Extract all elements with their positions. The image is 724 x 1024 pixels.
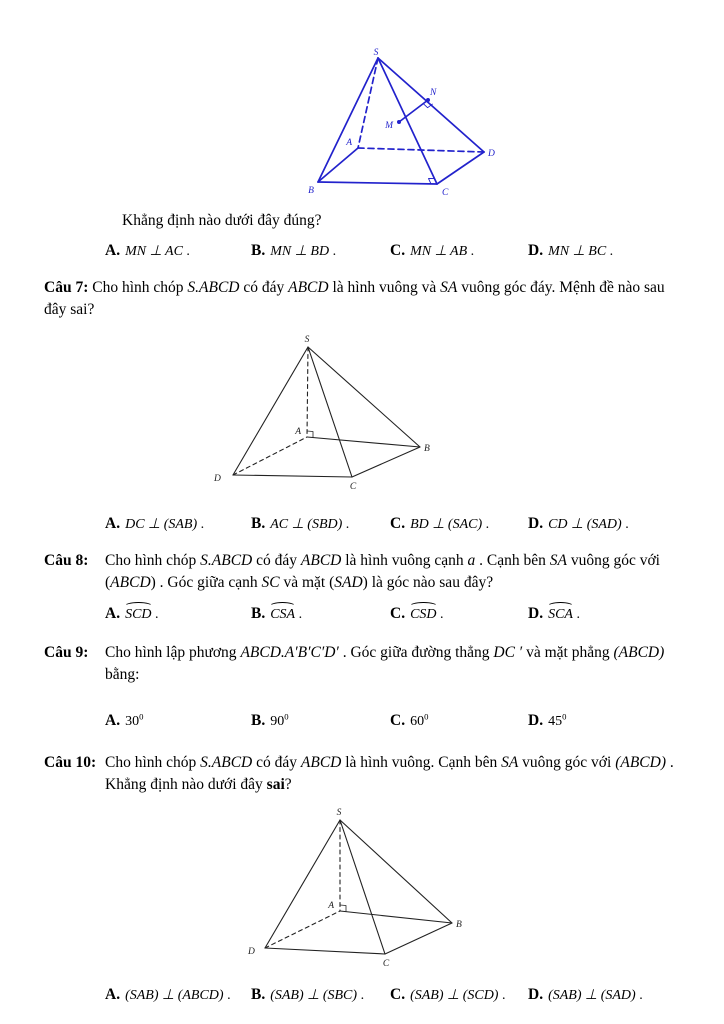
vertex-label-s: S — [373, 48, 379, 58]
option-label: C. — [390, 605, 406, 622]
vertex-labels — [308, 48, 495, 198]
q10-option-c — [390, 984, 528, 1006]
q6-option-d — [528, 240, 680, 262]
option-label: D. — [528, 515, 544, 532]
vertex-label-c: C — [442, 188, 449, 198]
option-math: $30^0$ — [125, 711, 144, 729]
question-9 — [44, 642, 680, 686]
q6-prompt: Khẳng định nào dưới đây đúng? — [122, 212, 322, 229]
edge-dc — [233, 475, 352, 477]
q6-option-a — [105, 240, 251, 262]
vertex-label-b: B — [308, 186, 314, 196]
edge-sd — [233, 347, 308, 475]
pyramid-edges — [233, 347, 420, 477]
q6-option-b — [251, 240, 390, 262]
q9-option-b — [251, 710, 390, 732]
vertex-label-b: B — [456, 920, 462, 930]
option-label: A. — [105, 986, 121, 1003]
question-number: Câu 9: — [44, 644, 89, 661]
option-label: D. — [528, 242, 544, 259]
q8-option-d — [528, 603, 680, 625]
vertex-label-c: C — [382, 959, 390, 969]
option-math: CSD . — [410, 607, 443, 622]
q7-option-d — [528, 513, 680, 535]
q10-option-d — [528, 984, 680, 1006]
question-text: Cho hình chóp S.ABCD có đáy ABCD là hình vuông cạnh a . Cạnh bên SA vuông góc với (ABCD) . Góc giữa cạnh SC và mặt (SAD) là góc nào sau đây? — [105, 552, 660, 591]
q9-option-d — [528, 710, 680, 732]
option-label: A. — [105, 605, 121, 622]
question-number: Câu 8: — [44, 552, 89, 569]
option-label: D. — [528, 605, 544, 622]
pyramid-diagram-q10 — [247, 808, 469, 972]
pyramid-diagram-q6 — [295, 48, 500, 200]
option-label: A. — [105, 515, 121, 532]
question-number: Câu 10: — [44, 754, 97, 771]
pyramid-edges — [265, 820, 452, 954]
edge-dc — [265, 948, 385, 954]
pyramid-diagram-q7 — [211, 333, 435, 493]
option-math: MN ⊥ BD . — [270, 244, 337, 259]
q8-option-a — [105, 603, 251, 625]
edge-cd — [437, 152, 484, 184]
question-10 — [44, 752, 680, 796]
edge-cb — [352, 447, 420, 477]
option-math: CSA . — [270, 607, 302, 622]
question-8 — [44, 550, 680, 594]
q7-option-c — [390, 513, 528, 535]
vertex-label-m: M — [385, 121, 393, 131]
vertex-label-a: A — [328, 901, 334, 911]
option-label: C. — [390, 242, 406, 259]
q6-options — [105, 240, 680, 262]
pyramid-edges — [318, 58, 484, 184]
q9-option-a — [105, 710, 251, 732]
edge-sa-hidden — [307, 347, 308, 437]
q9-options — [105, 710, 680, 732]
point-m-dot — [397, 120, 401, 124]
vertex-labels — [247, 808, 462, 969]
vertex-label-n: N — [430, 88, 437, 98]
option-math: MN ⊥ BC . — [548, 244, 614, 259]
option-label: A. — [105, 712, 121, 729]
edge-ab — [340, 911, 452, 923]
right-angle-mark-a — [307, 431, 313, 438]
option-label: C. — [390, 986, 406, 1003]
option-label: D. — [528, 986, 544, 1003]
question-7 — [44, 277, 680, 321]
option-math: (SAB) ⊥ (SBC) . — [270, 988, 365, 1003]
point-n-dot — [426, 98, 430, 102]
option-math: CD ⊥ (SAD) . — [548, 517, 629, 532]
option-label: C. — [390, 515, 406, 532]
option-label: A. — [105, 242, 121, 259]
option-math: $45^0$ — [548, 711, 567, 729]
option-label: B. — [251, 986, 266, 1003]
edge-ab — [307, 437, 420, 447]
q10-options — [105, 984, 680, 1006]
option-math: SCA . — [548, 607, 580, 622]
right-angle-mark-a — [340, 905, 346, 912]
option-math: MN ⊥ AB . — [410, 244, 475, 259]
vertex-label-d: D — [214, 474, 221, 484]
option-math: MN ⊥ AC . — [125, 244, 190, 259]
option-math: (SAB) ⊥ (SCD) . — [410, 988, 506, 1003]
edge-cb — [385, 923, 452, 954]
edge-sa-hidden — [358, 58, 378, 148]
option-math: AC ⊥ (SBD) . — [270, 517, 350, 532]
option-math: (SAB) ⊥ (ABCD) . — [125, 988, 231, 1003]
option-label: B. — [251, 712, 266, 729]
vertex-label-s: S — [336, 808, 342, 818]
option-math: $90^0$ — [270, 711, 289, 729]
q7-option-b — [251, 513, 390, 535]
option-math: $60^0$ — [410, 711, 429, 729]
vertex-label-d: D — [248, 947, 255, 957]
option-label: D. — [528, 712, 544, 729]
vertex-label-a: A — [295, 427, 301, 437]
q8-option-b — [251, 603, 390, 625]
question-number: Câu 7: — [44, 279, 89, 296]
option-label: B. — [251, 515, 266, 532]
option-math: (SAB) ⊥ (SAD) . — [548, 988, 643, 1003]
question-text: Cho hình lập phương ABCD.A′B′C′D′ . Góc giữa đường thẳng DC ′ và mặt phẳng (ABCD) bằng: — [105, 644, 665, 683]
q6-option-c — [390, 240, 528, 262]
edge-sd — [265, 820, 340, 948]
vertex-label-b: B — [424, 444, 430, 454]
option-label: C. — [390, 712, 406, 729]
q8-option-c — [390, 603, 528, 625]
option-label: B. — [251, 242, 266, 259]
option-label: B. — [251, 605, 266, 622]
vertex-label-d: D — [488, 149, 495, 159]
edge-bc — [318, 182, 437, 184]
option-math: BD ⊥ (SAC) . — [410, 517, 490, 532]
option-math: DC ⊥ (SAB) . — [125, 517, 205, 532]
q10-option-b — [251, 984, 390, 1006]
edge-sb — [318, 58, 378, 182]
option-math: SCD . — [125, 607, 158, 622]
vertex-label-a: A — [346, 138, 352, 148]
q8-options — [105, 603, 680, 625]
vertex-label-c: C — [349, 482, 357, 492]
q7-options — [105, 513, 680, 535]
q10-option-a — [105, 984, 251, 1006]
q7-option-a — [105, 513, 251, 535]
question-text: Cho hình chóp S.ABCD có đáy ABCD là hình vuông. Cạnh bên SA vuông góc với (ABCD) . Khẳng định nào dưới đây sai? — [105, 754, 674, 793]
q9-option-c — [390, 710, 528, 732]
edge-ab — [318, 148, 358, 182]
question-text: Cho hình chóp S.ABCD có đáy ABCD là hình vuông và SA vuông góc đáy. Mệnh đề nào sau đây sai? — [44, 279, 665, 318]
vertex-label-s: S — [304, 335, 310, 345]
